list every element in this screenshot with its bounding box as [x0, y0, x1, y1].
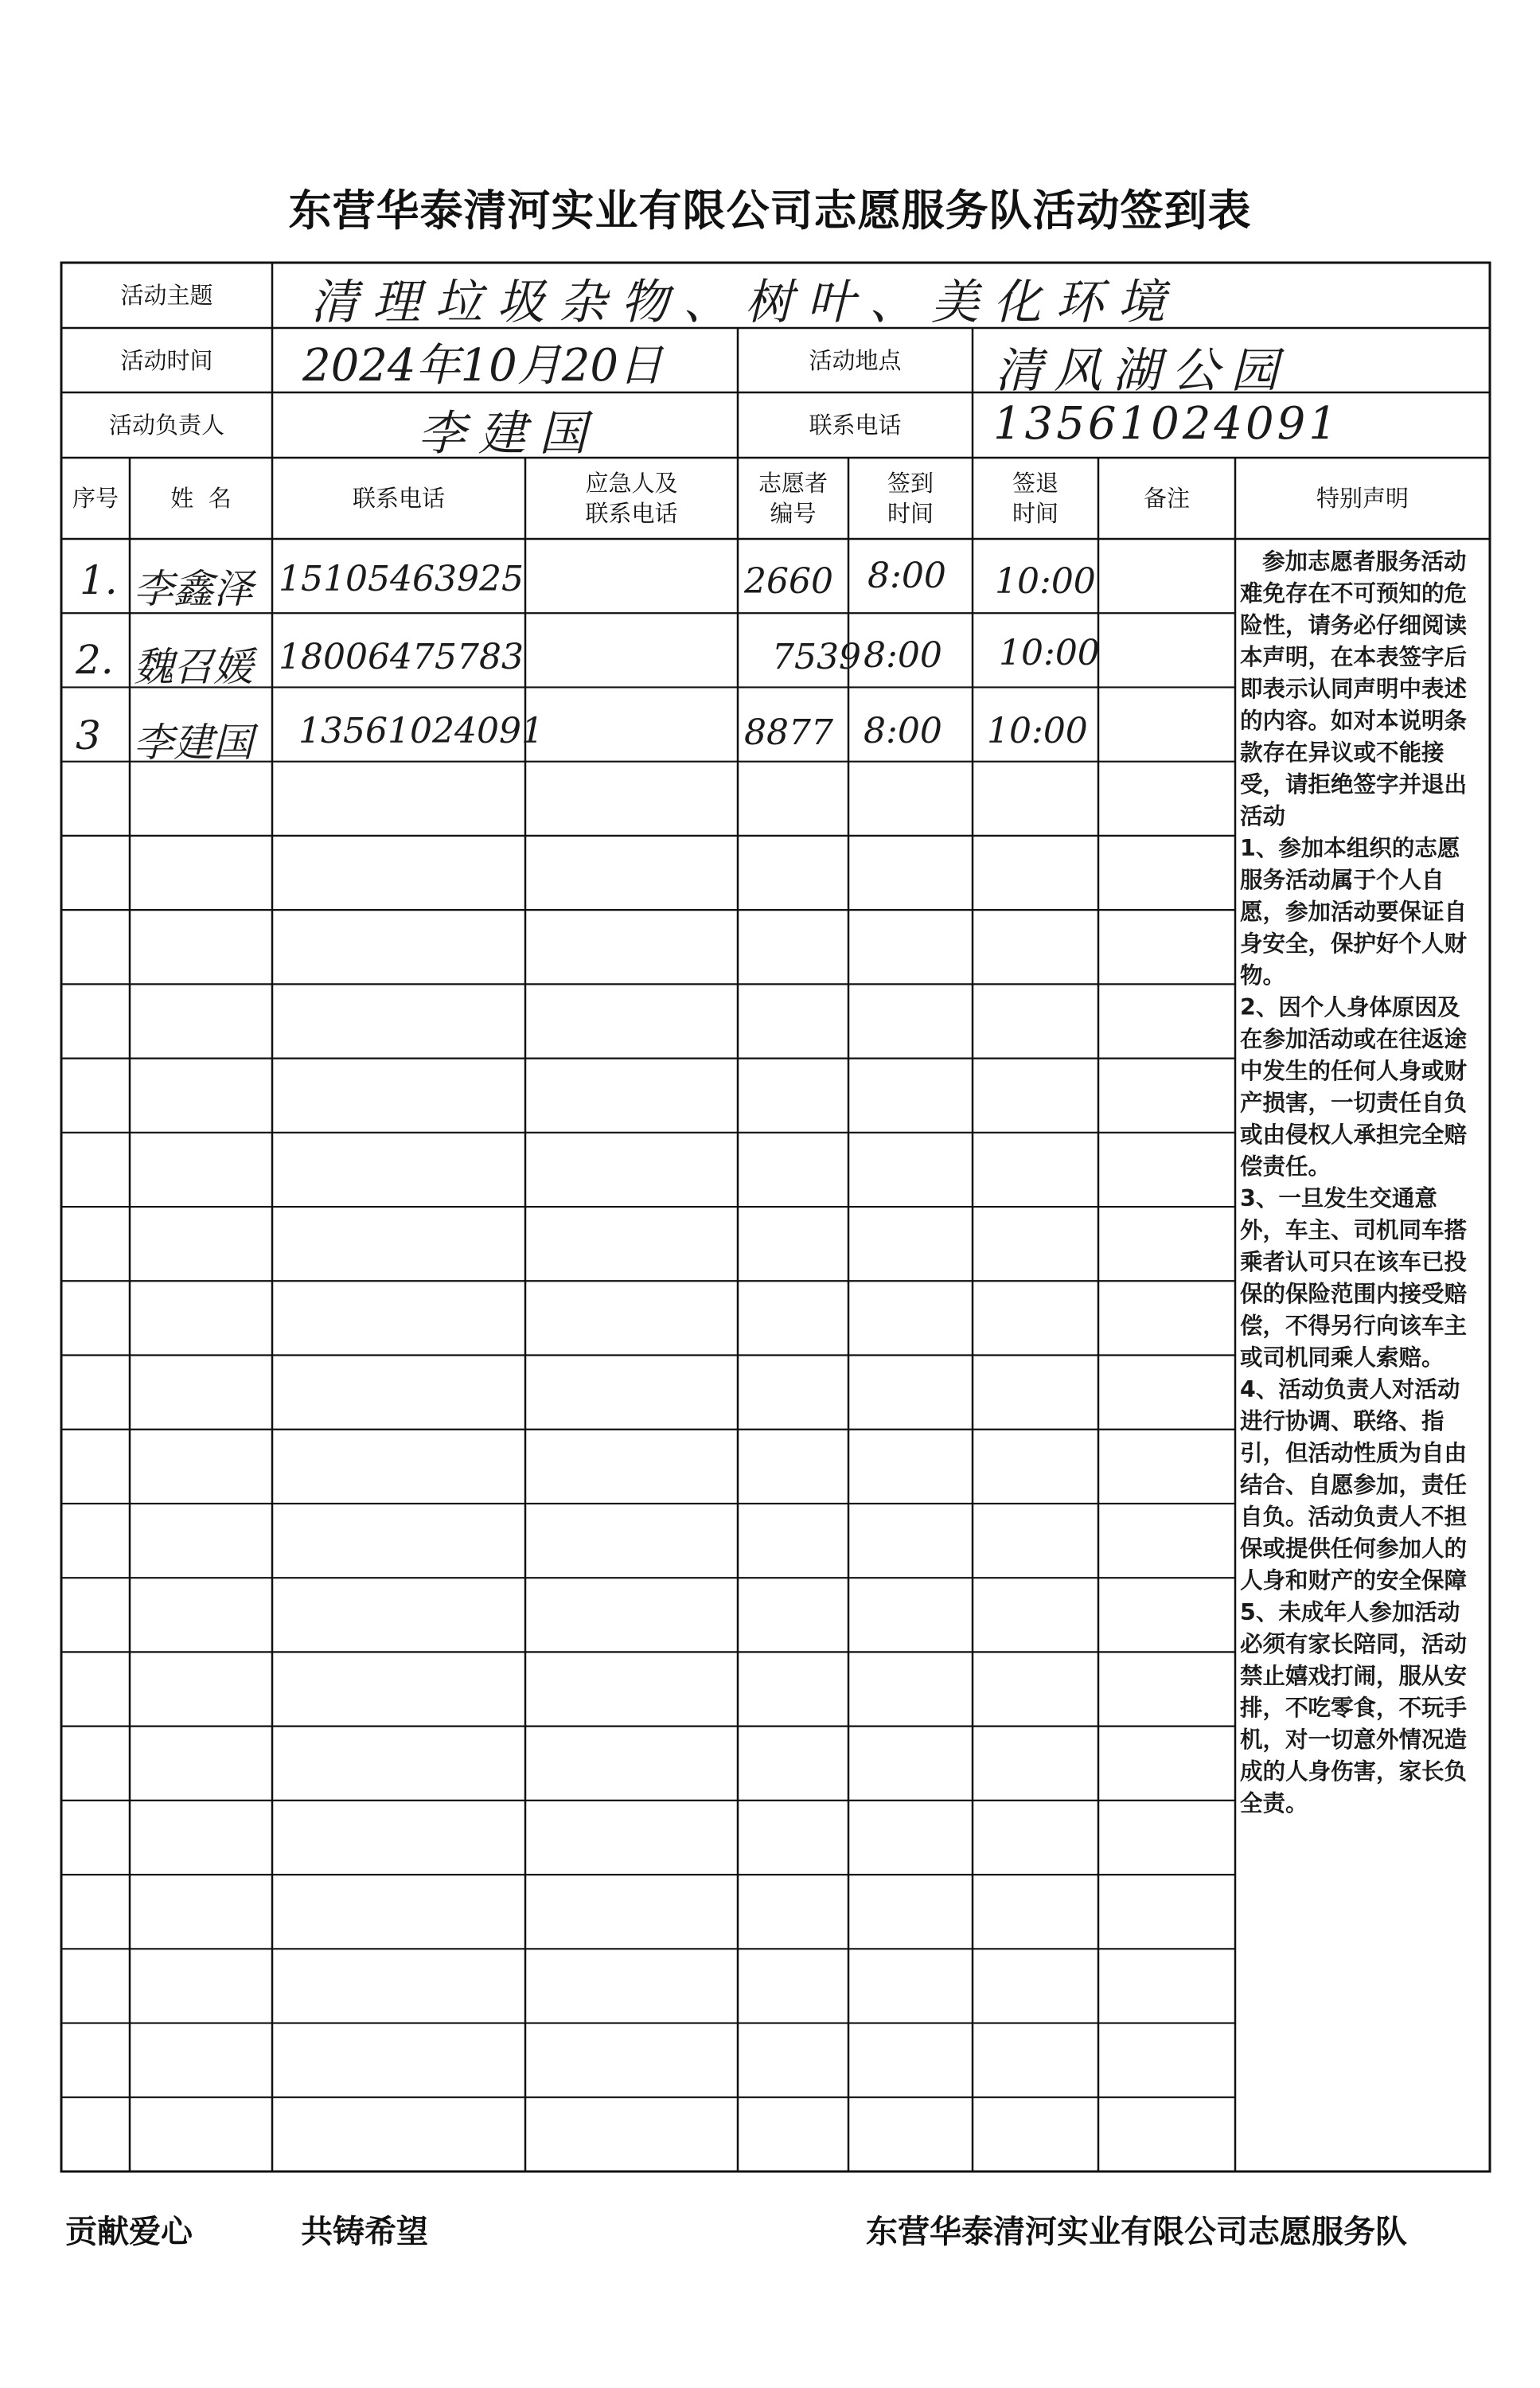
col-statement: 特别声明	[1316, 485, 1409, 512]
statement-item: 2、因个人身体原因及在参加活动或在往返途中发生的任何人身或财产损害，一切责任自负或由侵权人承担完全赔偿责任。	[1240, 994, 1468, 1180]
footer-organization: 东营华泰清河实业有限公司志愿服务队	[866, 2214, 1407, 2250]
row-sign-out: 10:00	[999, 633, 1100, 673]
row-sign-in: 8:00	[867, 556, 946, 596]
row-name: 魏召媛	[134, 644, 253, 690]
statement-item: 4、活动负责人对活动进行协调、联络、指引，但活动性质为自由结合、自愿参加，责任自负。活动负责人不担保或提供任何参加人的人身和财产的安全保障	[1240, 1376, 1468, 1594]
time-value: 2024年10月20日	[302, 340, 664, 392]
row-phone: 18006475783	[279, 637, 524, 677]
row-volunteer-id: 7539	[772, 637, 861, 677]
col-volunteer-id: 志愿者 编号	[758, 470, 828, 527]
leader-phone-value: 13561024091	[993, 398, 1340, 450]
row-seq: 3	[76, 712, 101, 759]
col-seq: 序号	[72, 485, 119, 512]
place-label: 活动地点	[809, 346, 902, 374]
leader-value: 李建国	[418, 406, 599, 462]
row-sign-out: 10:00	[987, 711, 1088, 751]
row-name: 李鑫泽	[134, 566, 253, 612]
time-label: 活动时间	[120, 346, 213, 374]
row-volunteer-id: 2660	[744, 561, 833, 602]
col-sign-out: 签退 时间	[1012, 470, 1059, 527]
footer-slogan-left: 贡献爱心	[65, 2214, 193, 2250]
statement-intro: 参加志愿者服务活动难免存在不可预知的危险性，请务必仔细阅读本声明，在本表签字后即表示认同声明中表述的内容。如对本说明条款存在异议或不能接受，请拒绝签字并退出活动	[1240, 548, 1468, 829]
leader-label: 活动负责人	[108, 412, 224, 439]
phone-label: 联系电话	[809, 412, 902, 439]
page-title: 东营华泰清河实业有限公司志愿服务队活动签到表	[288, 185, 1252, 236]
col-remark: 备注	[1143, 485, 1190, 512]
row-sign-out: 10:00	[995, 561, 1096, 602]
row-seq: 1.	[80, 557, 118, 603]
col-name: 姓 名	[170, 485, 232, 512]
place-value: 清风湖公园	[995, 343, 1289, 399]
statement-item: 3、一旦发生交通意外，车主、司机同车搭乘者认可只在该车已投保的保险范围内接受赔偿，不得另行向该车主或司机同乘人索赔。	[1240, 1185, 1468, 1371]
row-volunteer-id: 8877	[744, 712, 833, 753]
statement-item: 5、未成年人参加活动必须有家长陪同，活动禁止嬉戏打闹，服从安排，不吃零食，不玩手机，对一切意外情况造成的人身伤害，家长负全责。	[1240, 1599, 1468, 1816]
special-statement	[1240, 546, 1479, 1820]
row-sign-in: 8:00	[864, 711, 942, 751]
theme-label: 活动主题	[120, 282, 213, 309]
row-phone: 13561024091	[298, 711, 544, 751]
statement-item: 1、参加本组织的志愿服务活动属于个人自愿，参加活动要保证自身安全，保护好个人财物。	[1240, 835, 1468, 989]
row-name: 李建国	[134, 720, 253, 766]
col-phone: 联系电话	[352, 485, 445, 512]
col-emergency: 应急人及 联系电话	[585, 470, 678, 527]
footer-slogan-right: 共铸希望	[301, 2214, 428, 2250]
theme-value: 清理垃圾杂物、树叶、美化环境	[310, 275, 1179, 330]
row-phone: 15105463925	[279, 559, 524, 599]
row-seq: 2.	[76, 637, 114, 683]
col-sign-in: 签到 时间	[887, 470, 934, 527]
row-sign-in: 8:00	[864, 635, 942, 676]
